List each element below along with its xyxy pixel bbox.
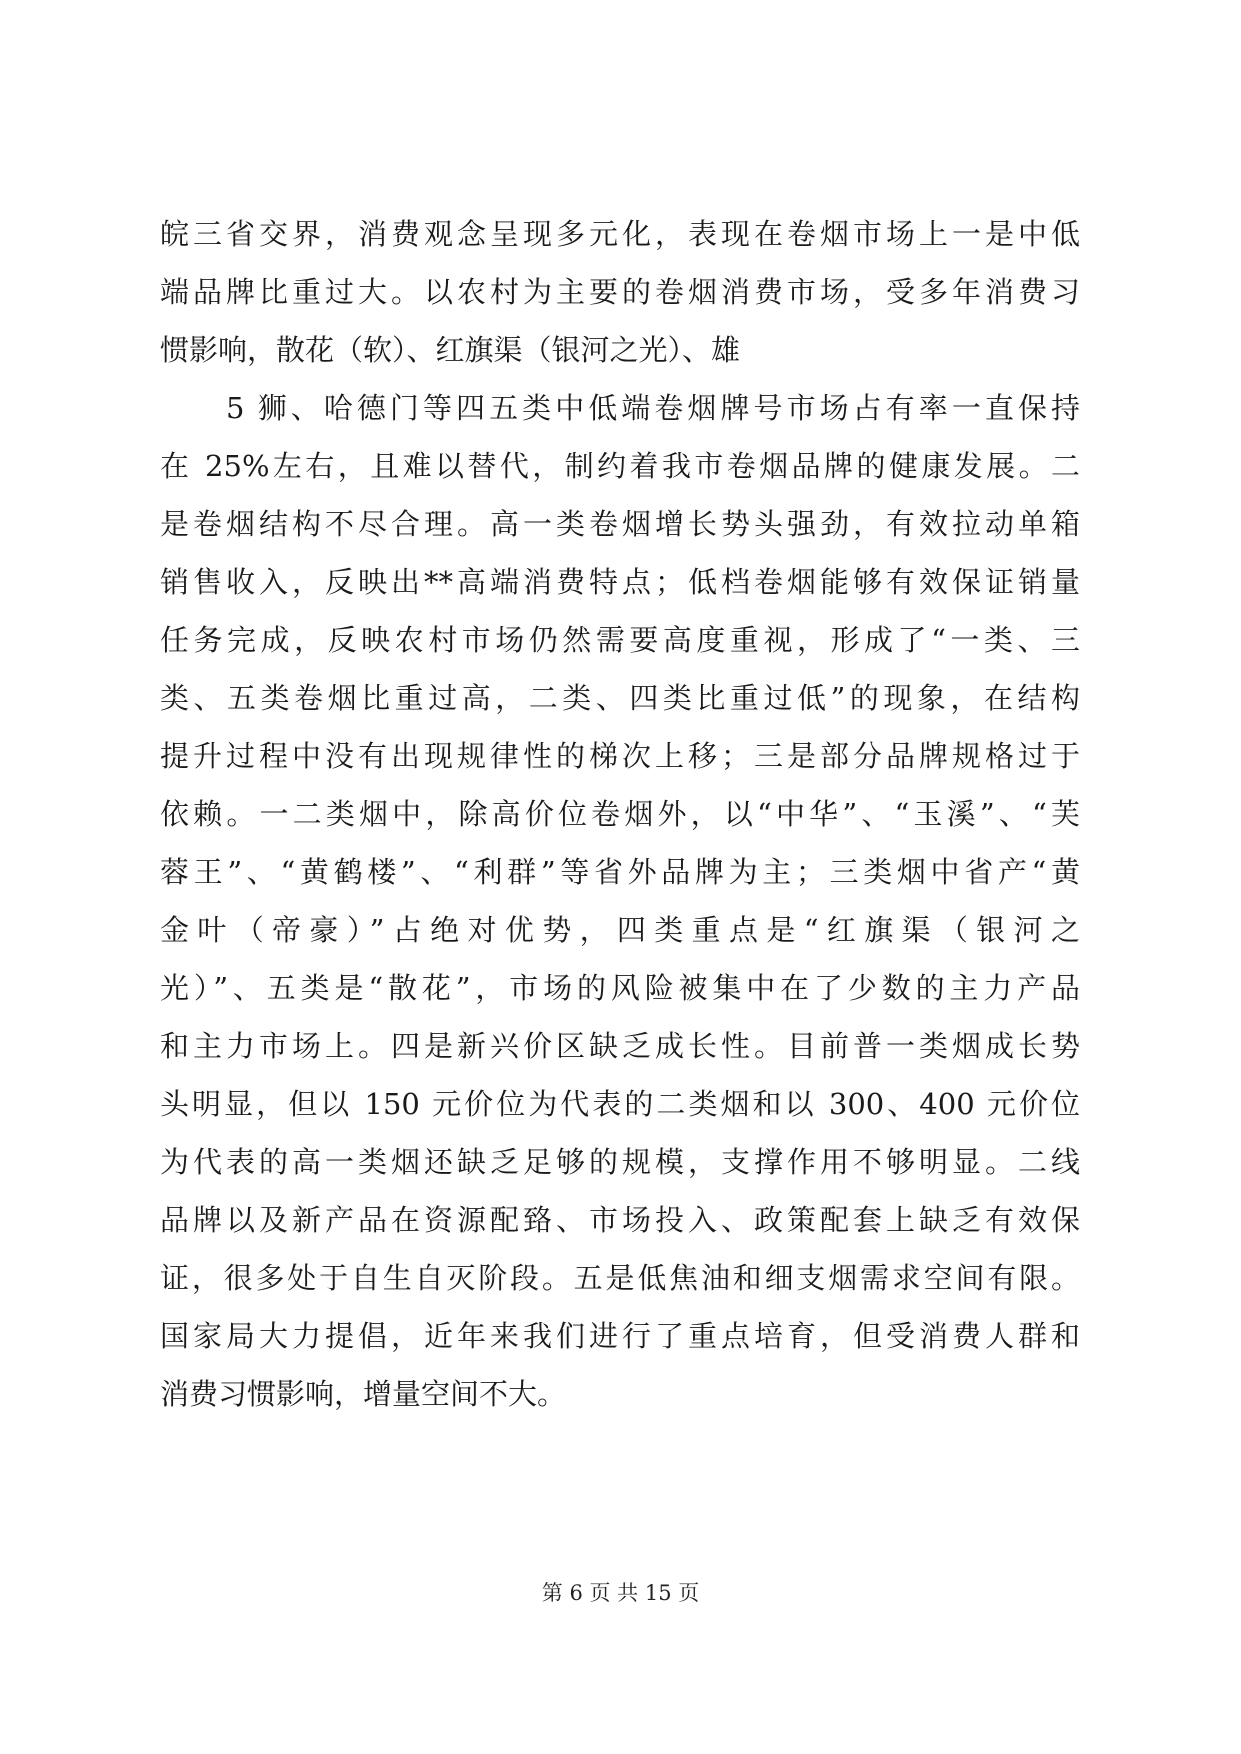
text-line: 类、五类卷烟比重过高，二类、四类比重过低”的现象，在结构 [160, 681, 1080, 715]
text-line: 任务完成，反映农村市场仍然需要高度重视，形成了“一类、三 [160, 623, 1080, 657]
text-line: 蓉王”、“黄鹤楼”、“利群”等省外品牌为主；三类烟中省产“黄 [160, 855, 1080, 889]
text-line: 光）”、五类是“散花”，市场的风险被集中在了少数的主力产品 [160, 971, 1080, 1005]
text-line: 销售收入，反映出**高端消费特点；低档卷烟能够有效保证销量 [160, 565, 1080, 599]
text-line: 在 25%左右，且难以替代，制约着我市卷烟品牌的健康发展。二 [160, 449, 1080, 483]
text-line: 5 狮、哈德门等四五类中低端卷烟牌号市场占有率一直保持 [226, 391, 1080, 425]
text-line: 惯影响，散花（软）、红旗渠（银河之光）、雄 [160, 333, 741, 367]
text-line: 国家局大力提倡，近年来我们进行了重点培育，但受消费人群和 [160, 1319, 1080, 1353]
text-line: 依赖。一二类烟中，除高价位卷烟外，以“中华”、“玉溪”、“芙 [160, 797, 1080, 831]
text-line: 品牌以及新产品在资源配臵、市场投入、政策配套上缺乏有效保 [160, 1203, 1080, 1237]
text-line: 消费习惯影响，增量空间不大。 [160, 1377, 567, 1411]
text-line: 皖三省交界，消费观念呈现多元化，表现在卷烟市场上一是中低 [160, 217, 1080, 251]
text-line: 和主力市场上。四是新兴价区缺乏成长性。目前普一类烟成长势 [160, 1029, 1080, 1063]
text-line: 是卷烟结构不尽合理。高一类卷烟增长势头强劲，有效拉动单箱 [160, 507, 1080, 541]
text-line: 证，很多处于自生自灭阶段。五是低焦油和细支烟需求空间有限。 [160, 1261, 1080, 1295]
text-line: 金叶（帝豪）”占绝对优势，四类重点是“红旗渠（银河之 [160, 913, 1080, 947]
text-line: 为代表的高一类烟还缺乏足够的规模，支撑作用不够明显。二线 [160, 1145, 1080, 1179]
text-line: 头明显，但以 150 元价位为代表的二类烟和以 300、400 元价位 [160, 1087, 1080, 1121]
text-line: 提升过程中没有出现规律性的梯次上移；三是部分品牌规格过于 [160, 739, 1080, 773]
text-line: 端品牌比重过大。以农村为主要的卷烟消费市场，受多年消费习 [160, 275, 1080, 309]
page-number-footer: 第 6 页 共 15 页 [541, 1581, 700, 1605]
